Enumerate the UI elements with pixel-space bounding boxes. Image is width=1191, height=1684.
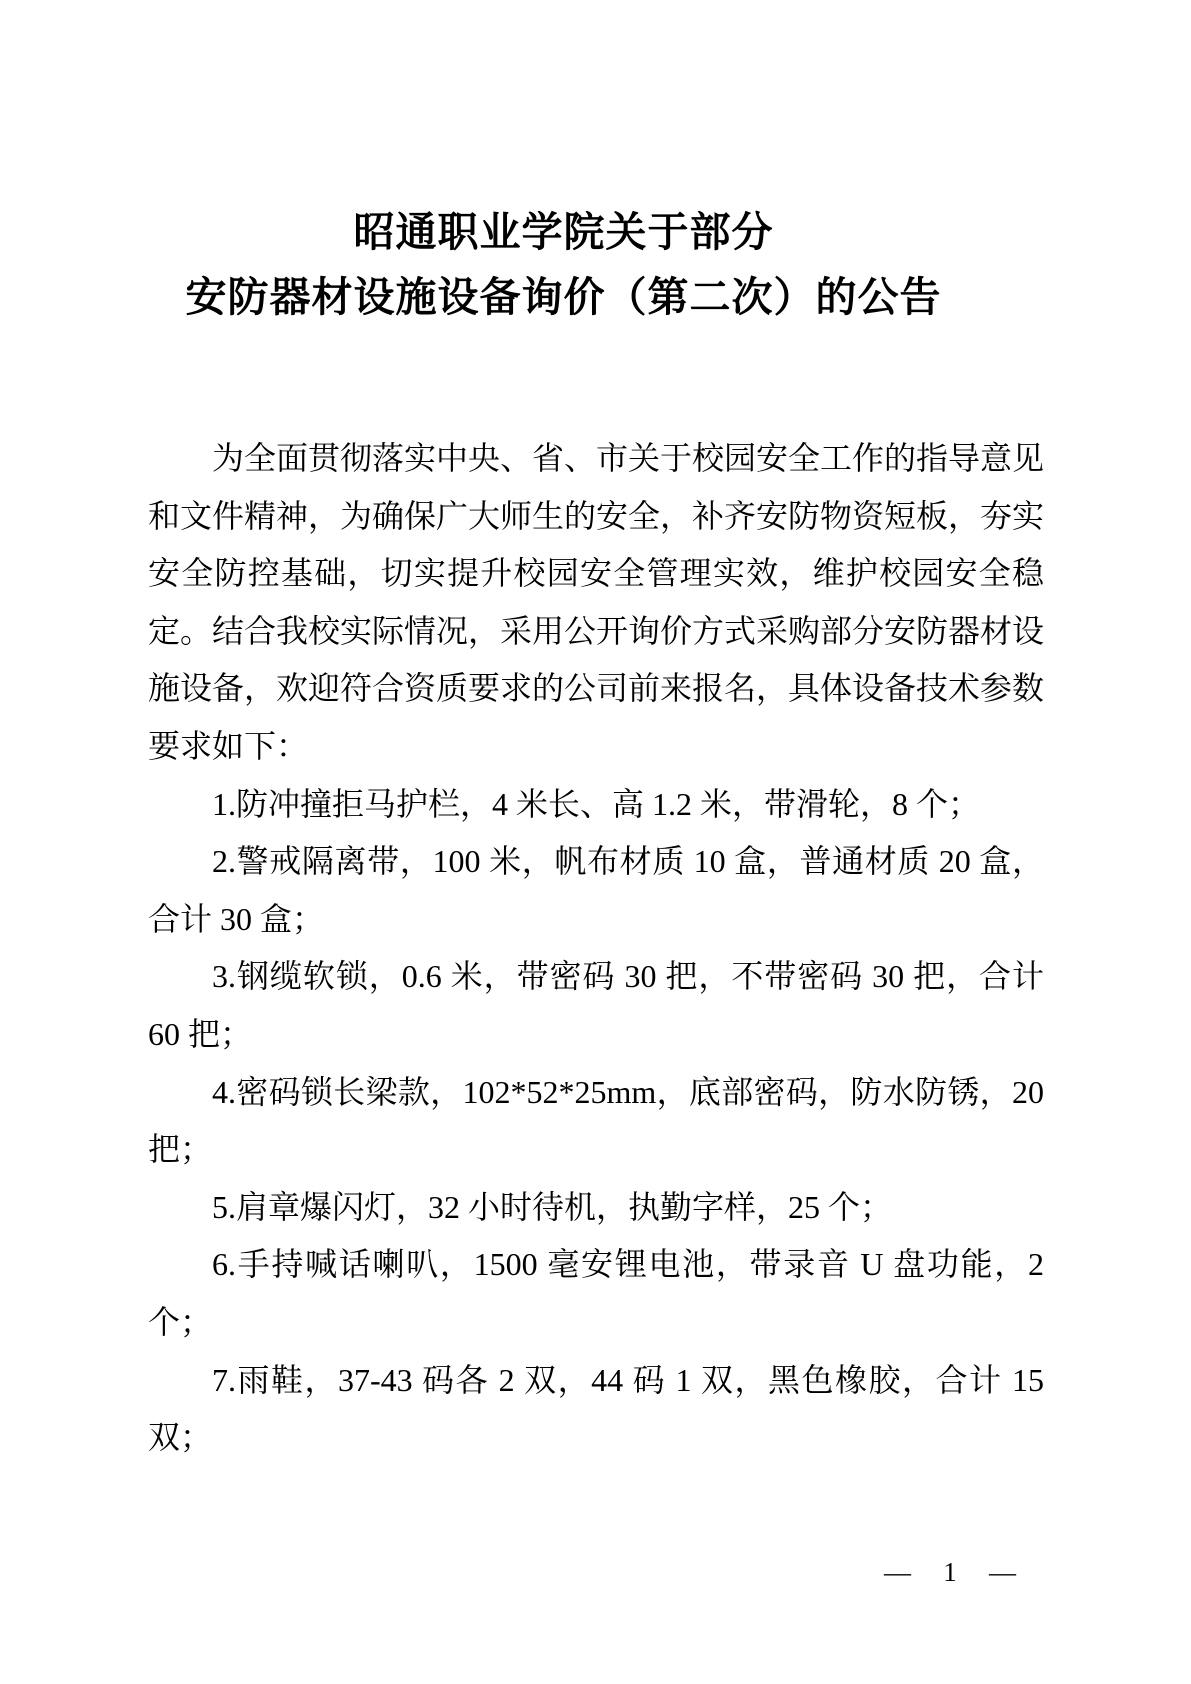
document-body: [148, 430, 1044, 1467]
list-item-5: 5.肩章爆闪灯，32 小时待机，执勤字样，25 个；: [212, 1188, 893, 1225]
document-title-line1: 昭通职业学院关于部分: [353, 209, 774, 255]
list-item-2: 2.警戒隔离带，100 米，帆布材质 10 盒，普通材质 20 盒，合计 30 盒；: [148, 843, 1044, 937]
document-title: [148, 200, 1045, 330]
page-number: 1: [943, 1557, 957, 1587]
page-number-dash-right: —: [989, 1557, 1016, 1587]
list-item-1: 1.防冲撞拒马护栏，4 米长、高 1.2 米，带滑轮，8 个；: [212, 785, 981, 822]
list-item-6: 6.手持喊话喇叭，1500 毫安锂电池，带录音 U 盘功能，2 个；: [148, 1246, 1044, 1340]
document-title-line2: 安防器材设施设备询价（第二次）的公告: [185, 274, 942, 320]
page-number-dash-left: —: [884, 1557, 911, 1587]
list-item-3: 3.钢缆软锁，0.6 米，带密码 30 把，不带密码 30 把，合计 60 把；: [148, 958, 1044, 1052]
list-item-7: 7.雨鞋，37-43 码各 2 双，44 码 1 双，黑色橡胶，合计 15 双；: [148, 1361, 1044, 1456]
page-number-footer: [884, 1556, 1016, 1588]
list-item-4: 4.密码锁长梁款，102*52*25mm，底部密码，防水防锈，20 把；: [148, 1073, 1044, 1168]
intro-paragraph: 为全面贯彻落实中央、省、市关于校园安全工作的指导意见和文件精神，为确保广大师生的安全，补齐安防物资短板，夯实安全防控基础，切实提升校园安全管理实效，维护校园安全稳定。结合我校实际情况，采用公开询价方式采购部分安防器材设施设备，欢迎符合资质要求的公司前来报名，具体设备技术参数要求如下：: [148, 440, 1045, 764]
